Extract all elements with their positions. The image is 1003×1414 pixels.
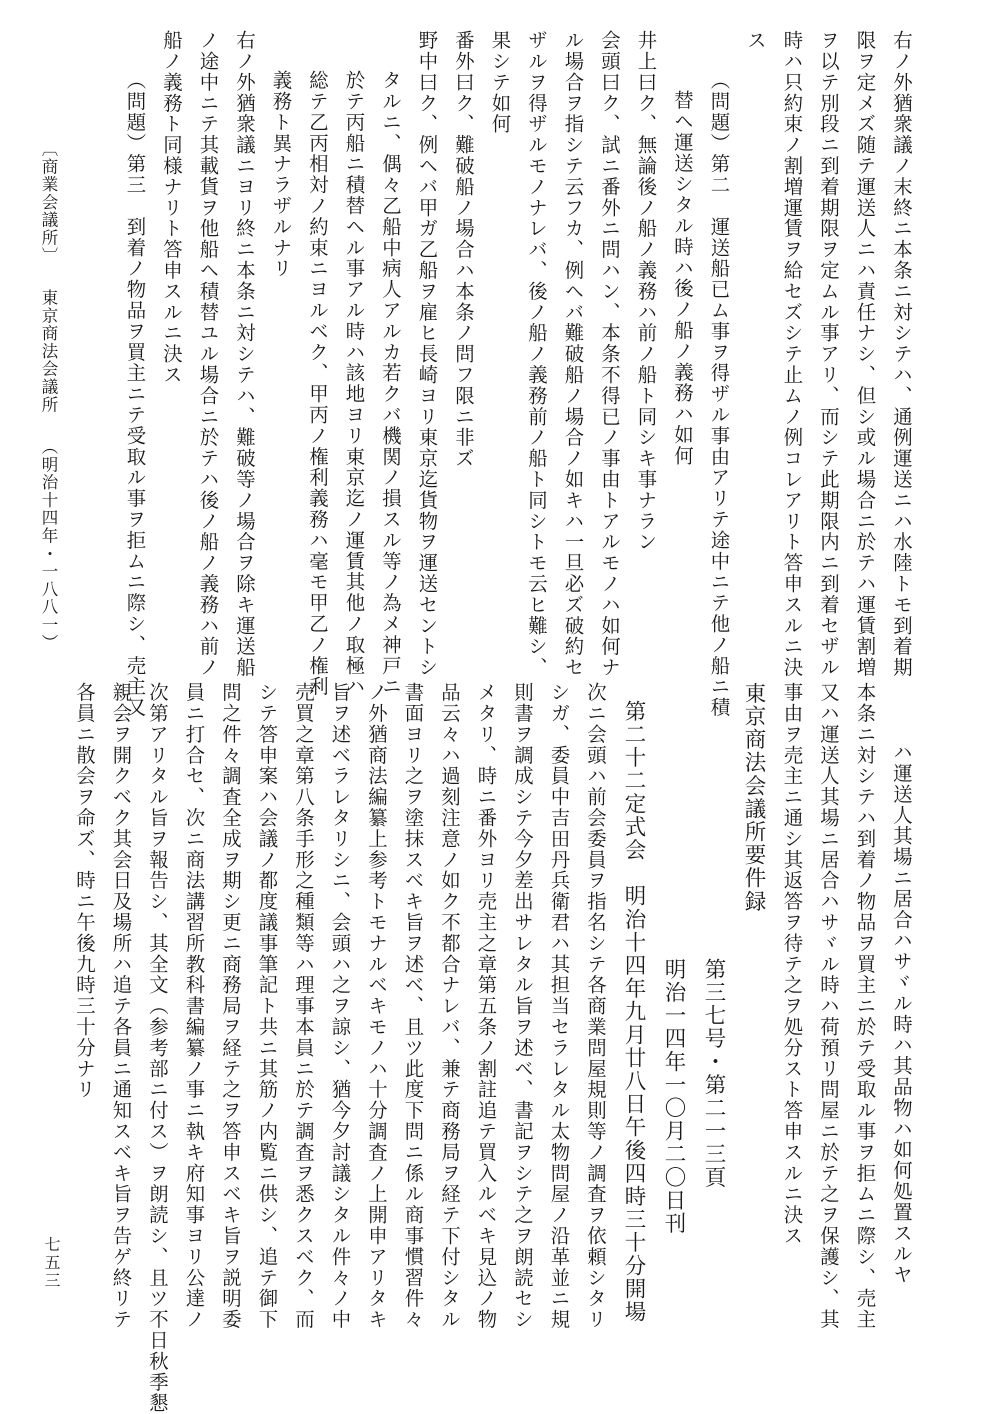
- upper-text-block: [116, 30, 919, 718]
- organization-label: 東京商法会議所: [39, 289, 58, 414]
- text-column: メタリ、時ニ番外ヨリ売主之章第五条ノ割註追テ買入ルベキ見込ノ物: [474, 682, 498, 1330]
- text-column: 会頭曰ク、試ニ番外ニ問ハン、本条不得已ノ事由トアルモノハ如何ナ: [598, 30, 621, 678]
- text-column: シガ、委員中吉田丹兵衛君ハ其担当セラレタル太物問屋ノ沿革並ニ規: [547, 682, 571, 1330]
- text-column: 井上曰ク、無論後ノ船ノ義務ハ前ノ船ト同シキ事ナラン: [634, 30, 658, 553]
- text-column: 替ヘ運送シタル時ハ後ノ船ノ義務ハ如何: [671, 90, 694, 467]
- record-title: 東京商法会議所要件録: [741, 682, 766, 913]
- lower-body-part1: [773, 682, 919, 1330]
- text-column: ヲ以テ別段ニ到着期限ヲ定ムル事アリ、而シテ此期限内ニ到着セザル: [817, 30, 840, 678]
- text-column: 各員ニ散会ヲ命ズ、時ニ午後九時三十分ナリ: [73, 682, 96, 1100]
- text-column: （問題）第二 運送船已ム事ヲ得ザル事由アリテ途中ニテ他ノ船ニ積: [707, 70, 731, 718]
- text-column: 右ノ外猶衆議ノ末終ニ本条ニ対シテハ、通例運送ニハ水陸トモ到着期: [890, 30, 913, 678]
- issue-number: 第三七号・第二一三頁: [701, 958, 726, 1189]
- issue-date: 明治一四年一〇月二〇日刊: [661, 958, 686, 1236]
- text-column: 於テ丙船ニ積替ヘル事アル時ハ該地ヨリ東京迄ノ運賃其他ノ取極ハ: [342, 70, 366, 697]
- side-caption: [36, 140, 60, 652]
- text-column: 事由ヲ売主ニ通シ其返答ヲ待テ之ヲ処分スト答申スルニ決ス: [780, 682, 804, 1247]
- text-column: 番外曰ク、難破船ノ場合ハ本条ノ問フ限ニ非ズ: [452, 30, 475, 469]
- text-column: 品云々ハ過刻注意ノ如ク不都合ナレバ、兼テ商務局ヲ経テ下付シタル: [438, 682, 461, 1330]
- text-column: タルニ、偶々乙船中病人アルカ若クバ機関ノ損スル等ノ為メ神戸ニ: [379, 70, 402, 697]
- text-column: 右ノ外猶衆議ニヨリ終ニ本条ニ対シテハ、難破等ノ場合ヲ除キ運送船: [233, 30, 256, 678]
- text-column: 書面ヨリ之ヲ塗抹スベキ旨ヲ述ベ、且ツ此度下問ニ係ル商事慣習件々: [401, 682, 425, 1330]
- issue-info: [653, 682, 733, 1322]
- text-column: 又ハ運送人其場ニ居合ハサヾル時ハ荷預リ問屋ニ於テ之ヲ保護シ、其: [817, 682, 840, 1330]
- text-column: 問之件々調査全成ヲ期シ更ニ商務局ヲ経テ之ヲ答申スベキ旨ヲ説明委: [219, 682, 242, 1330]
- lower-body-part2: [66, 682, 614, 1414]
- text-column: ザルヲ得ザルモノナレバ、後ノ船ノ義務前ノ船ト同シトモ云ヒ難シ、: [525, 30, 548, 678]
- era-label: （明治十四年・一八八一）: [39, 438, 58, 652]
- text-column: 限ヲ定メズ随テ運送人ニハ責任ナシ、但シ或ル場合ニ於テハ運賃割増: [853, 30, 877, 678]
- text-column: ノ途中ニテ其載貨ヲ他船ヘ積替ユル場合ニ於テハ後ノ船ノ義務ハ前ノ: [196, 30, 220, 678]
- text-column: 親会ヲ開クベク其会日及場所ハ追テ各員ニ通知スベキ旨ヲ告ゲ終リテ: [109, 682, 133, 1330]
- text-column: 則書ヲ調成シテ今夕差出サレタル旨ヲ述ベ、書記ヲシテ之ヲ朗読セシ: [511, 682, 534, 1330]
- page-number: 七五三: [42, 1236, 61, 1290]
- text-column: 総テ乙丙相対ノ約束ニヨルベク、甲丙ノ権利義務ハ毫モ甲乙ノ権利: [306, 70, 329, 697]
- record-heading: [613, 682, 773, 1322]
- text-column: 船ノ義務ト同様ナリト答申スルニ決ス: [160, 30, 183, 386]
- text-column: ス: [744, 30, 767, 51]
- text-column: 本条ニ対シテハ到着ノ物品ヲ買主ニ於テ受取ル事ヲ拒ムニ際シ、売主: [853, 682, 877, 1330]
- text-column: 員ニ打合セ、次ニ商法講習所教科書編纂ノ事ニ執キ府知事ヨリ公達ノ: [182, 682, 206, 1330]
- text-column: 次第アリタル旨ヲ報告シ、其全文（参考部ニ付ス）ヲ朗読シ、且ツ不日秋季懇: [146, 682, 169, 1414]
- text-column: 時ハ只約束ノ割増運賃ヲ給セズシテ止ムノ例コレアリト答申スルニ決: [780, 30, 804, 678]
- text-column: （問題）第三 到着ノ物品ヲ買主ニテ受取ル事ヲ拒ムニ際シ、売主又: [123, 70, 147, 718]
- section-label: 〔商業会議所〕: [39, 140, 58, 265]
- meeting-line: 第二十二定式会 明治十四年九月廿八日午後四時三十分開場: [621, 700, 646, 1324]
- text-column: 野中曰ク、例ヘバ甲ガ乙船ヲ雇ヒ長崎ヨリ東京迄貨物ヲ運送セントシ: [415, 30, 439, 678]
- text-column: 義務ト異ナラザルナリ: [269, 70, 293, 279]
- lower-text-block: [66, 682, 920, 1414]
- text-column: 売買之章第八条手形之種類等ハ理事本員ニ於テ調査ヲ悉クスベク、而: [292, 682, 315, 1330]
- text-column: 次ニ会頭ハ前会委員ヲ指名シテ各商業問屋規則等ノ調査ヲ依頼シタリ: [584, 682, 607, 1330]
- text-column: ノ外猶商法編纂上参考トモナルベキモノハ十分調査ノ上開申アリタキ: [365, 682, 388, 1330]
- text-column: ハ運送人其場ニ居合ハサヾル時ハ其品物ハ如何処置スルヤ: [890, 742, 913, 1286]
- text-column: シテ答申案ハ会議ノ都度議事筆記ト共ニ其筋ノ内覧ニ供シ、追テ御下: [255, 682, 279, 1330]
- text-column: ル場合ヲ指シテ云フカ、例ヘバ難破船ノ場合ノ如キハ一旦必ズ破約セ: [561, 30, 585, 678]
- text-column: 旨ヲ述ベラレタリシニ、会頭ハ之ヲ諒シ、猶今夕討議シタル件々ノ中: [328, 682, 352, 1330]
- text-column: 果シテ如何: [488, 30, 512, 135]
